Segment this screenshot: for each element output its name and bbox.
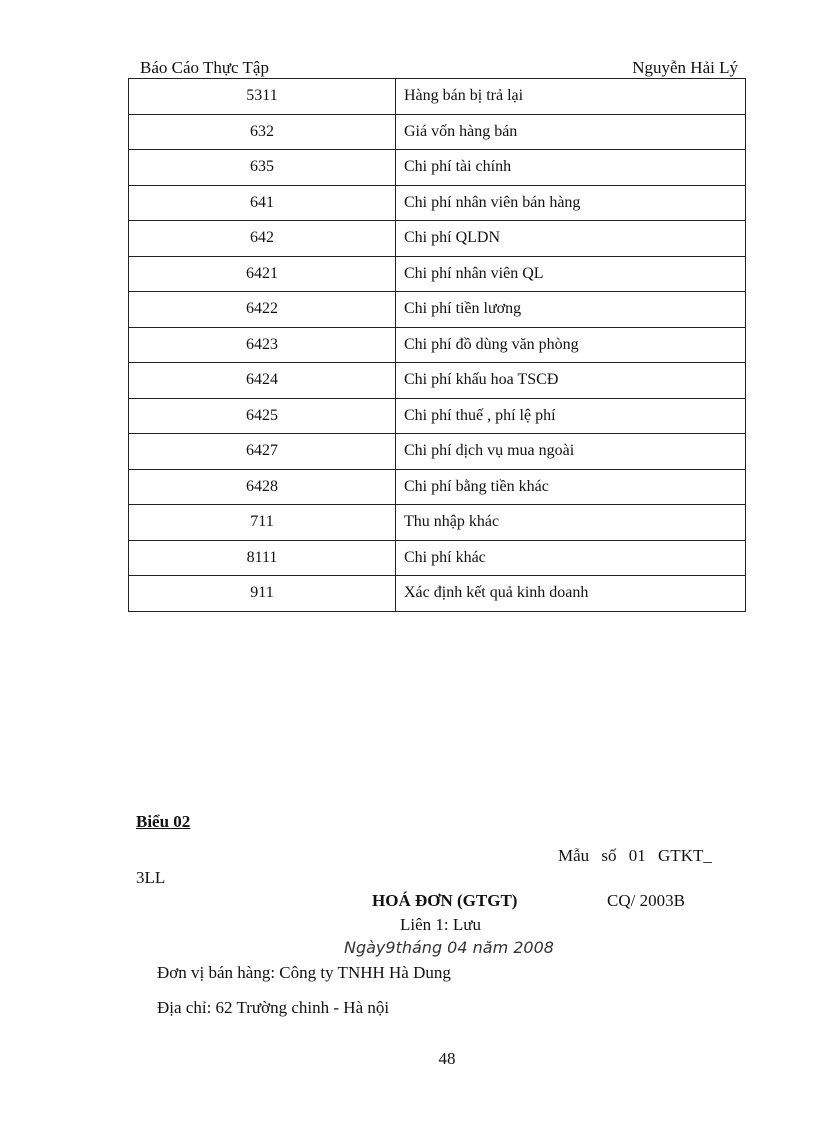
table-row <box>129 327 746 363</box>
table-row <box>129 79 746 115</box>
account-table <box>128 78 746 612</box>
table-row <box>129 114 746 150</box>
table-row <box>129 363 746 399</box>
account-code: 641 <box>129 185 396 221</box>
account-name: Chi phí nhân viên bán hàng <box>396 185 746 221</box>
table-row <box>129 221 746 257</box>
account-code: 632 <box>129 114 396 150</box>
page-number: 48 <box>438 1049 456 1068</box>
account-code: 6422 <box>129 292 396 328</box>
seller-line: Đơn vị bán hàng: Công ty TNHH Hà Dung <box>157 963 451 982</box>
account-code: 911 <box>129 576 396 612</box>
table-row <box>129 434 746 470</box>
account-name: Chi phí khác <box>396 540 746 576</box>
account-name: Xác định kết quả kinh doanh <box>396 576 746 612</box>
account-code: 6424 <box>129 363 396 399</box>
table-row <box>129 150 746 186</box>
report-title: Báo Cáo Thực Tập <box>140 58 269 77</box>
account-code: 5311 <box>129 79 396 115</box>
account-code: 6425 <box>129 398 396 434</box>
account-code: 8111 <box>129 540 396 576</box>
account-code: 642 <box>129 221 396 257</box>
form-number-continued: 3LL <box>136 868 166 887</box>
account-name: Chi phí khấu hoa TSCĐ <box>396 363 746 399</box>
invoice-copy: Liên 1: Lưu <box>400 915 481 934</box>
account-code: 711 <box>129 505 396 541</box>
account-name: Chi phí tài chính <box>396 150 746 186</box>
account-code: 6428 <box>129 469 396 505</box>
account-name: Giá vốn hàng bán <box>396 114 746 150</box>
author-name: Nguyễn Hải Lý <box>632 58 738 77</box>
table-row <box>129 292 746 328</box>
account-name: Chi phí QLDN <box>396 221 746 257</box>
account-name: Chi phí thuế , phí lệ phí <box>396 398 746 434</box>
table-row <box>129 469 746 505</box>
account-name: Chi phí nhân viên QL <box>396 256 746 292</box>
address-line: Địa chỉ: 62 Trường chinh - Hà nội <box>157 998 390 1017</box>
table-row <box>129 540 746 576</box>
table-row <box>129 185 746 221</box>
account-name: Chi phí bằng tiền khác <box>396 469 746 505</box>
account-name: Thu nhập khác <box>396 505 746 541</box>
form-number: Mẫu số 01 GTKT_ <box>558 846 712 865</box>
account-name: Chi phí tiền lương <box>396 292 746 328</box>
account-name: Chi phí dịch vụ mua ngoài <box>396 434 746 470</box>
invoice-series: CQ/ 2003B <box>607 891 685 910</box>
table-row <box>129 398 746 434</box>
account-name: Chi phí đồ dùng văn phòng <box>396 327 746 363</box>
table-row <box>129 576 746 612</box>
account-code: 6427 <box>129 434 396 470</box>
account-code: 635 <box>129 150 396 186</box>
table-row <box>129 256 746 292</box>
account-name: Hàng bán bị trả lại <box>396 79 746 115</box>
account-code: 6423 <box>129 327 396 363</box>
section-label: Biểu 02 <box>136 812 191 831</box>
invoice-title: HOÁ ĐƠN (GTGT) <box>372 891 518 910</box>
account-code: 6421 <box>129 256 396 292</box>
table-row <box>129 505 746 541</box>
invoice-date: Ngày9tháng 04 năm 2008 <box>344 938 554 957</box>
